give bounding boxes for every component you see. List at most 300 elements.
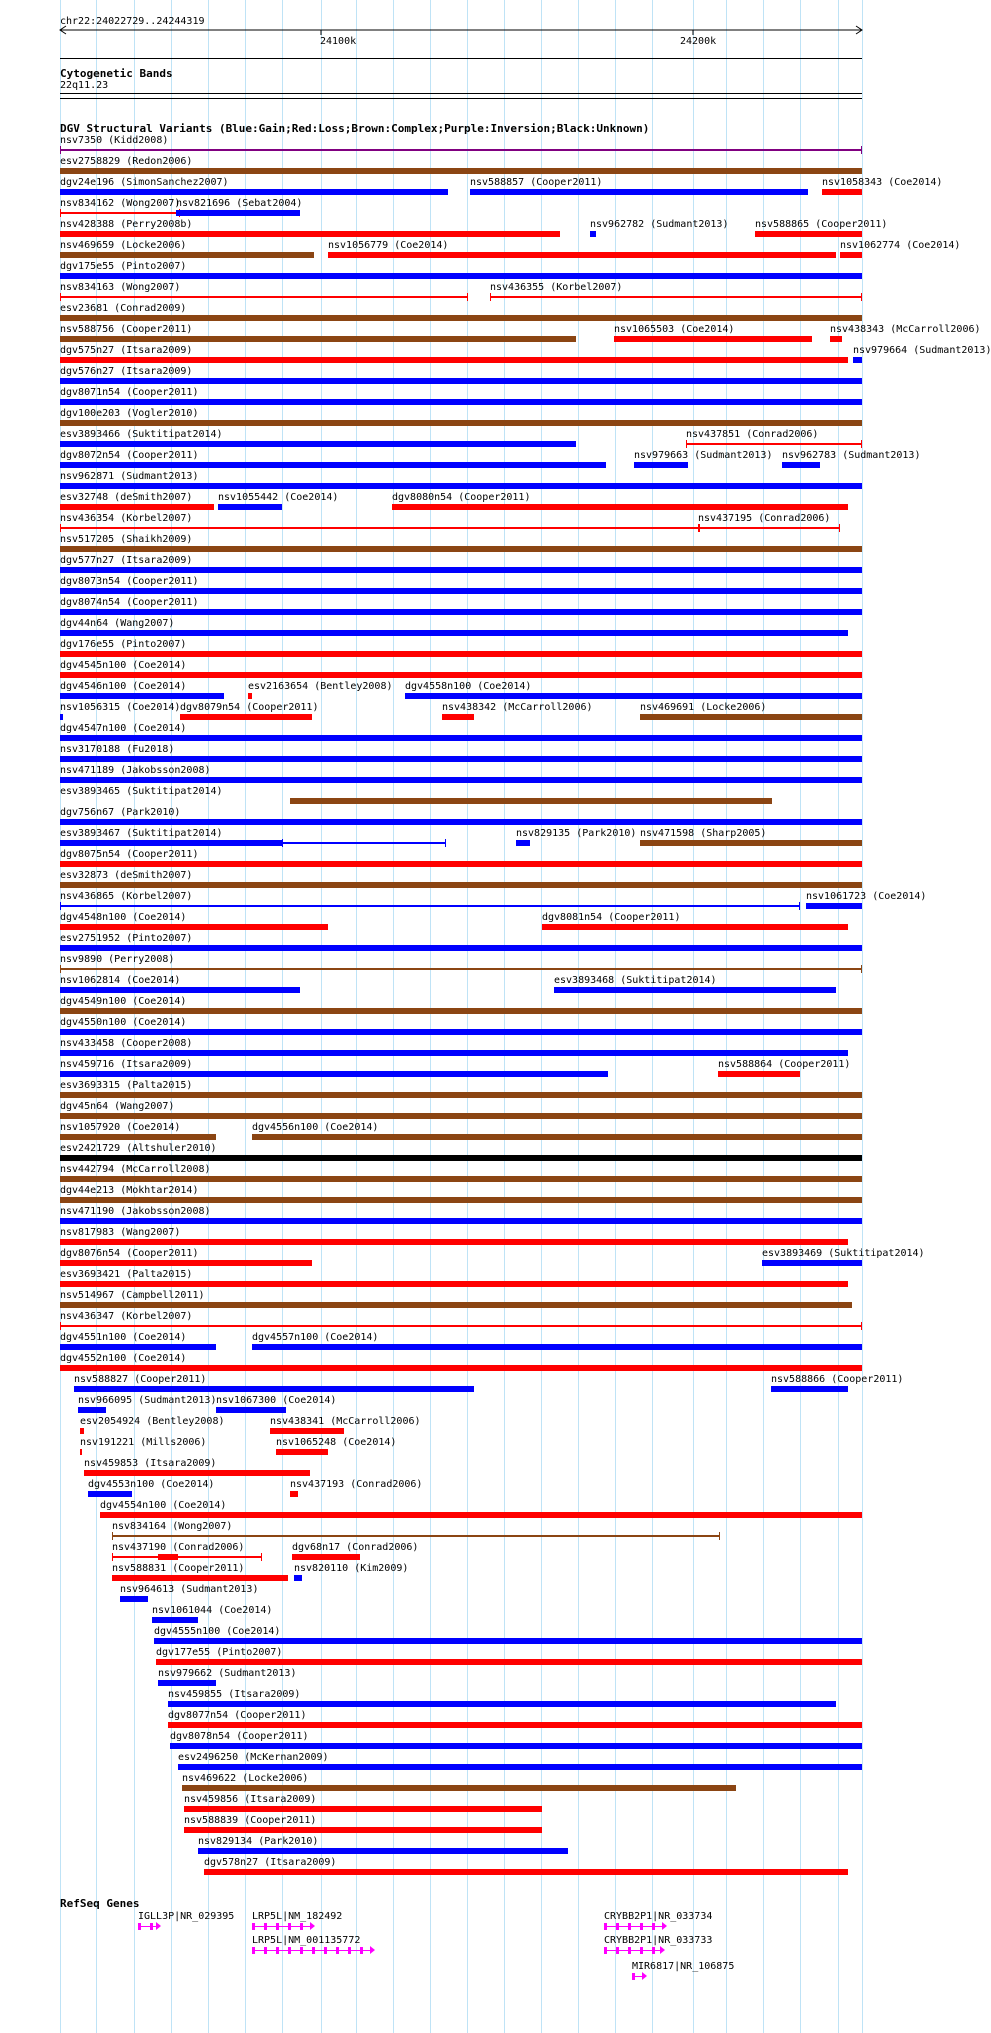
sv-feature-label: dgv4557n100 (Coe2014): [252, 1332, 379, 1343]
sv-feature-bar[interactable]: [60, 924, 328, 930]
sv-feature-bar[interactable]: [252, 1134, 862, 1140]
sv-feature-label: dgv8075n54 (Cooper2011): [60, 849, 199, 860]
sv-feature-bar[interactable]: [60, 1325, 862, 1327]
sv-feature-label: nsv471190 (Jakobsson2008): [60, 1206, 211, 1217]
sv-feature-bar[interactable]: [853, 357, 862, 363]
sv-feature-label: nsv459853 (Itsara2009): [84, 1458, 217, 1469]
sv-feature-bar[interactable]: [442, 714, 474, 720]
sv-feature-label: esv3893468 (Suktitipat2014): [554, 975, 717, 986]
track-title-dgv[interactable]: DGV Structural Variants (Blue:Gain;Red:Loss;Brown:Complex;Purple:Inversion;Black:Unknown): [60, 122, 650, 135]
sv-feature-label: dgv45n64 (Wang2007): [60, 1101, 175, 1112]
sv-feature-label: nsv459856 (Itsara2009): [184, 1794, 317, 1805]
sv-feature-bar[interactable]: [60, 420, 862, 426]
sv-feature-label: nsv1062774 (Coe2014): [840, 240, 961, 251]
sv-feature-bar[interactable]: [168, 1701, 836, 1707]
sv-feature-bar[interactable]: [112, 1556, 262, 1558]
track-divider: [60, 58, 862, 59]
sv-feature-label: esv2163654 (Bentley2008): [248, 681, 393, 692]
sv-feature-bar[interactable]: [60, 588, 862, 594]
sv-feature-label: nsv436354 (Korbel2007): [60, 513, 193, 524]
sv-feature-label: dgv4549n100 (Coe2014): [60, 996, 187, 1007]
sv-feature-label: esv3893469 (Suktitipat2014): [762, 1248, 925, 1259]
sv-feature-label: dgv24e196 (SimonSanchez2007): [60, 177, 229, 188]
grid-line: [800, 0, 801, 2033]
sv-feature-label: nsv438341 (McCarroll2006): [270, 1416, 421, 1427]
sv-feature-label: dgv576n27 (Itsara2009): [60, 366, 193, 377]
sv-feature-label: nsv962782 (Sudmant2013): [590, 219, 729, 230]
sv-feature-label: dgv4556n100 (Coe2014): [252, 1122, 379, 1133]
sv-feature-bar[interactable]: [60, 527, 700, 529]
sv-feature-label: nsv588857 (Cooper2011): [470, 177, 603, 188]
sv-feature-end: [861, 146, 862, 154]
grid-line: [578, 0, 579, 2033]
cytoband-label: 22q11.23: [60, 80, 109, 91]
sv-feature-bar[interactable]: [470, 189, 808, 195]
sv-feature-bar[interactable]: [60, 567, 862, 573]
sv-feature-bar[interactable]: [392, 504, 848, 510]
sv-feature-label: dgv4548n100 (Coe2014): [60, 912, 187, 923]
gene-exon: [264, 1923, 267, 1930]
sv-feature-bar[interactable]: [60, 252, 314, 258]
grid-line: [504, 0, 505, 2033]
sv-feature-label: dgv4550n100 (Coe2014): [60, 1017, 187, 1028]
sv-feature-bar[interactable]: [60, 861, 862, 867]
sv-feature-bar[interactable]: [60, 296, 468, 298]
grid-line: [652, 0, 653, 2033]
gene-exon: [300, 1947, 303, 1954]
sv-feature-bar[interactable]: [60, 609, 862, 615]
sv-feature-bar[interactable]: [830, 336, 842, 342]
sv-feature-bar[interactable]: [60, 273, 862, 279]
sv-feature-end: [282, 839, 283, 847]
sv-feature-end: [467, 293, 468, 301]
sv-feature-bar[interactable]: [60, 630, 848, 636]
sv-feature-label: dgv4552n100 (Coe2014): [60, 1353, 187, 1364]
sv-feature-label: dgv175e55 (Pinto2007): [60, 261, 187, 272]
gene-exon: [652, 1947, 655, 1954]
sv-feature-label: nsv437195 (Conrad2006): [698, 513, 831, 524]
sv-feature-bar[interactable]: [840, 252, 862, 258]
strand-arrow-icon: [370, 1946, 375, 1954]
sv-feature-label: nsv588827 (Cooper2011): [74, 1374, 207, 1385]
grid-line: [393, 0, 394, 2033]
sv-feature-label: nsv966095 (Sudmant2013): [78, 1395, 217, 1406]
sv-feature-label: nsv437193 (Conrad2006): [290, 1479, 423, 1490]
sv-feature-label: nsv588839 (Cooper2011): [184, 1815, 317, 1826]
sv-feature-label: dgv4558n100 (Coe2014): [405, 681, 532, 692]
sv-feature-bar[interactable]: [590, 231, 596, 237]
sv-feature-bar[interactable]: [292, 1554, 360, 1560]
sv-feature-bar[interactable]: [112, 1575, 288, 1581]
gene-exon: [604, 1947, 607, 1954]
sv-feature-label: nsv438343 (McCarroll2006): [830, 324, 981, 335]
sv-feature-bar[interactable]: [542, 924, 848, 930]
sv-feature-label: nsv1057920 (Coe2014): [60, 1122, 181, 1133]
sv-feature-bar[interactable]: [152, 1617, 198, 1623]
sv-feature-bar[interactable]: [60, 945, 862, 951]
sv-feature-end: [490, 293, 491, 301]
sv-feature-bar[interactable]: [60, 357, 848, 363]
sv-feature-label: nsv979664 (Sudmant2013): [853, 345, 991, 356]
sv-feature-bar[interactable]: [405, 693, 862, 699]
sv-feature-label: nsv1061044 (Coe2014): [152, 1605, 273, 1616]
sv-feature-bar[interactable]: [60, 462, 606, 468]
sv-feature-end: [60, 965, 61, 973]
gene-exon: [616, 1923, 619, 1930]
sv-feature-label: nsv834164 (Wong2007): [112, 1521, 233, 1532]
sv-feature-bar[interactable]: [290, 1491, 298, 1497]
sv-feature-label: nsv834162 (Wong2007): [60, 198, 181, 209]
sv-feature-label: nsv9890 (Perry2008): [60, 954, 175, 965]
sv-feature-label: nsv588865 (Cooper2011): [755, 219, 888, 230]
sv-feature-label: esv2054924 (Bentley2008): [80, 1416, 225, 1427]
sv-feature-label: esv32873 (deSmith2007): [60, 870, 193, 881]
sv-feature-label: esv3693421 (Palta2015): [60, 1269, 193, 1280]
sv-feature-label: dgv8080n54 (Cooper2011): [392, 492, 531, 503]
coordinate-range: chr22:24022729..24244319: [60, 16, 205, 27]
sv-feature-bar[interactable]: [180, 714, 312, 720]
sv-feature-label: nsv459716 (Itsara2009): [60, 1059, 193, 1070]
sv-feature-bar[interactable]: [60, 968, 862, 970]
sv-feature-bar[interactable]: [156, 1659, 862, 1665]
sv-feature-bar[interactable]: [60, 546, 862, 552]
sv-feature-bar[interactable]: [158, 1680, 216, 1686]
ruler-tick-label: 24200k: [680, 36, 717, 47]
sv-feature-end: [799, 902, 800, 910]
grid-line: [838, 0, 839, 2033]
sv-feature-label: nsv1065503 (Coe2014): [614, 324, 735, 335]
sv-feature-label: nsv829134 (Park2010): [198, 1836, 319, 1847]
strand-arrow-icon: [156, 1922, 161, 1930]
sv-feature-bar[interactable]: [120, 1596, 148, 1602]
sv-feature-label: nsv1056779 (Coe2014): [328, 240, 449, 251]
sv-feature-bar[interactable]: [771, 1386, 848, 1392]
sv-feature-bar[interactable]: [60, 756, 862, 762]
sv-feature-label: nsv471189 (Jakobsson2008): [60, 765, 211, 776]
sv-feature-bar[interactable]: [282, 842, 446, 844]
sv-feature-label: esv2751952 (Pinto2007): [60, 933, 193, 944]
sv-feature-bar[interactable]: [718, 1071, 800, 1077]
sv-feature-bar[interactable]: [60, 1071, 608, 1077]
sv-feature-label: nsv588831 (Cooper2011): [112, 1563, 245, 1574]
sv-feature-label: dgv578n27 (Itsara2009): [204, 1857, 337, 1868]
gene-exon: [628, 1923, 631, 1930]
sv-feature-label: dgv44e213 (Mokhtar2014): [60, 1185, 199, 1196]
sv-feature-bar[interactable]: [154, 1638, 862, 1644]
grid-line: [862, 0, 863, 2033]
strand-arrow-icon: [662, 1922, 667, 1930]
sv-feature-bar[interactable]: [84, 1470, 310, 1476]
sv-feature-bar[interactable]: [60, 693, 224, 699]
sv-feature-label: nsv514967 (Campbell2011): [60, 1290, 205, 1301]
strand-arrow-icon: [310, 1922, 315, 1930]
sv-feature-label: nsv588866 (Cooper2011): [771, 1374, 904, 1385]
sv-feature-label: esv3893465 (Suktitipat2014): [60, 786, 223, 797]
sv-feature-bar[interactable]: [60, 1155, 862, 1161]
gene-label: CRYBB2P1|NR_033733: [604, 1935, 713, 1946]
sv-feature-bar[interactable]: [60, 504, 214, 510]
gene-exon: [324, 1947, 327, 1954]
sv-feature-label: nsv433458 (Cooper2008): [60, 1038, 193, 1049]
sv-feature-bar[interactable]: [170, 1743, 862, 1749]
sv-feature-bar[interactable]: [698, 527, 840, 529]
gene-exon: [312, 1947, 315, 1954]
sv-feature-label: dgv8076n54 (Cooper2011): [60, 1248, 199, 1259]
gene-exon: [252, 1947, 255, 1954]
sv-feature-label: nsv588864 (Cooper2011): [718, 1059, 851, 1070]
sv-feature-bar[interactable]: [755, 231, 862, 237]
sv-feature-bar[interactable]: [248, 693, 252, 699]
grid-line: [467, 0, 468, 2033]
sv-feature-end: [60, 902, 61, 910]
sv-feature-bar[interactable]: [294, 1575, 302, 1581]
sv-feature-bar[interactable]: [60, 1176, 862, 1182]
gene-label: IGLL3P|NR_029395: [138, 1911, 235, 1922]
sv-feature-bar[interactable]: [60, 651, 862, 657]
sv-feature-label: nsv7350 (Kidd2008): [60, 135, 169, 146]
sv-feature-bar[interactable]: [60, 1008, 862, 1014]
gene-exon: [288, 1923, 291, 1930]
sv-feature-label: nsv517205 (Shaikh2009): [60, 534, 193, 545]
sv-feature-end: [861, 293, 862, 301]
gene-exon: [288, 1947, 291, 1954]
sv-feature-end: [839, 524, 840, 532]
sv-feature-bar[interactable]: [762, 1260, 862, 1266]
sv-feature-label: dgv8081n54 (Cooper2011): [542, 912, 681, 923]
grid-line: [615, 0, 616, 2033]
sv-feature-label: dgv4551n100 (Coe2014): [60, 1332, 187, 1343]
sv-feature-bar[interactable]: [176, 210, 300, 216]
sv-feature-bar[interactable]: [80, 1428, 84, 1434]
sv-feature-bar[interactable]: [614, 336, 812, 342]
sv-feature-label: esv32748 (deSmith2007): [60, 492, 193, 503]
sv-feature-label: nsv962783 (Sudmant2013): [782, 450, 921, 461]
sv-feature-label: nsv437190 (Conrad2006): [112, 1542, 245, 1553]
sv-feature-label: dgv8077n54 (Cooper2011): [168, 1710, 307, 1721]
sv-feature-bar[interactable]: [60, 399, 862, 405]
sv-feature-bar[interactable]: [168, 1722, 862, 1728]
gene-label: LRP5L|NM_001135772: [252, 1935, 361, 1946]
sv-feature-bar[interactable]: [60, 1302, 852, 1308]
sv-feature-bar[interactable]: [782, 462, 820, 468]
sv-feature-bar[interactable]: [112, 1535, 720, 1537]
sv-feature-label: nsv1055442 (Coe2014): [218, 492, 339, 503]
grid-line: [245, 0, 246, 2033]
grid-line: [356, 0, 357, 2033]
sv-feature-label: nsv1067300 (Coe2014): [216, 1395, 337, 1406]
sv-feature-bar[interactable]: [60, 231, 560, 237]
sv-feature-label: nsv1061723 (Coe2014): [806, 891, 927, 902]
grid-line: [282, 0, 283, 2033]
sv-feature-bar[interactable]: [60, 905, 800, 907]
sv-feature-bar[interactable]: [686, 443, 862, 445]
sv-feature-bar[interactable]: [60, 149, 862, 151]
sv-feature-bar[interactable]: [178, 1764, 862, 1770]
gene-label: MIR6817|NR_106875: [632, 1961, 735, 1972]
sv-feature-bar[interactable]: [100, 1512, 862, 1518]
sv-feature-bar[interactable]: [60, 1239, 848, 1245]
sv-feature-label: nsv469659 (Locke2006): [60, 240, 187, 251]
sv-feature-bar[interactable]: [60, 168, 862, 174]
gene-exon: [264, 1947, 267, 1954]
gene-exon: [138, 1923, 141, 1930]
sv-feature-label: nsv469622 (Locke2006): [182, 1773, 309, 1784]
sv-feature-bar[interactable]: [60, 1260, 312, 1266]
gene-intron-line: [252, 1950, 370, 1951]
sv-feature-bar[interactable]: [60, 987, 300, 993]
sv-feature-label: dgv756n67 (Park2010): [60, 807, 181, 818]
sv-feature-label: nsv979663 (Sudmant2013): [634, 450, 773, 461]
sv-feature-label: nsv821696 (Sebat2004): [176, 198, 303, 209]
sv-feature-end: [698, 524, 699, 532]
sv-feature-bar[interactable]: [88, 1491, 132, 1497]
sv-feature-bar[interactable]: [60, 1134, 216, 1140]
sv-feature-bar[interactable]: [60, 1029, 862, 1035]
sv-feature-bar[interactable]: [60, 882, 862, 888]
gene-exon: [252, 1923, 255, 1930]
gene-exon: [276, 1923, 279, 1930]
sv-feature-bar[interactable]: [640, 714, 862, 720]
sv-feature-bar[interactable]: [184, 1827, 542, 1833]
sv-feature-bar[interactable]: [60, 1113, 862, 1119]
sv-feature-label: esv3893466 (Suktitipat2014): [60, 429, 223, 440]
sv-feature-bar[interactable]: [60, 378, 862, 384]
sv-feature-bar[interactable]: [216, 1407, 286, 1413]
sv-feature-bar[interactable]: [290, 798, 772, 804]
sv-feature-label: nsv471598 (Sharp2005): [640, 828, 767, 839]
sv-feature-bar[interactable]: [60, 315, 862, 321]
sv-feature-label: dgv8079n54 (Cooper2011): [180, 702, 319, 713]
sv-feature-bar[interactable]: [516, 840, 530, 846]
sv-feature-label: nsv437851 (Conrad2006): [686, 429, 819, 440]
sv-feature-label: dgv44n64 (Wang2007): [60, 618, 175, 629]
gene-exon: [348, 1947, 351, 1954]
sv-feature-bar[interactable]: [60, 336, 576, 342]
sv-feature-bar[interactable]: [60, 483, 862, 489]
sv-feature-label: nsv964613 (Sudmant2013): [120, 1584, 259, 1595]
sv-feature-bar[interactable]: [554, 987, 836, 993]
sv-feature-label: dgv8071n54 (Cooper2011): [60, 387, 199, 398]
sv-feature-label: esv23681 (Conrad2009): [60, 303, 187, 314]
sv-feature-bar[interactable]: [60, 212, 180, 214]
track-title-refseq[interactable]: RefSeq Genes: [60, 1897, 140, 1910]
sv-feature-label: nsv817983 (Wang2007): [60, 1227, 181, 1238]
sv-feature-label: esv2758829 (Redon2006): [60, 156, 193, 167]
sv-feature-bar[interactable]: [60, 1365, 862, 1371]
sv-feature-bar[interactable]: [60, 672, 862, 678]
sv-feature-label: dgv4553n100 (Coe2014): [88, 1479, 215, 1490]
sv-feature-bar[interactable]: [184, 1806, 542, 1812]
sv-feature-label: dgv100e203 (Vogler2010): [60, 408, 199, 419]
sv-feature-bar[interactable]: [270, 1428, 344, 1434]
sv-feature-bar[interactable]: [276, 1449, 328, 1455]
sv-feature-end: [445, 839, 446, 847]
gene-exon: [628, 1947, 631, 1954]
sv-feature-bar[interactable]: [60, 1092, 862, 1098]
sv-feature-bar[interactable]: [198, 1848, 568, 1854]
sv-feature-bar[interactable]: [806, 903, 862, 909]
sv-feature-bar[interactable]: [218, 504, 282, 510]
sv-feature-bar[interactable]: [328, 252, 836, 258]
sv-feature-bar[interactable]: [74, 1386, 474, 1392]
gene-exon: [604, 1923, 607, 1930]
track-divider: [60, 98, 862, 99]
sv-feature-end: [60, 209, 61, 217]
gene-exon: [150, 1923, 153, 1930]
sv-feature-label: nsv438342 (McCarroll2006): [442, 702, 593, 713]
sv-feature-bar[interactable]: [182, 1785, 736, 1791]
sv-feature-bar[interactable]: [822, 189, 862, 195]
sv-feature-bar[interactable]: [60, 189, 448, 195]
sv-feature-bar[interactable]: [80, 1449, 82, 1455]
sv-feature-label: dgv8073n54 (Cooper2011): [60, 576, 199, 587]
grid-line: [208, 0, 209, 2033]
sv-feature-bar[interactable]: [60, 714, 63, 720]
sv-feature-bar[interactable]: [490, 296, 862, 298]
sv-feature-end: [112, 1553, 113, 1561]
sv-feature-label: esv3693315 (Palta2015): [60, 1080, 193, 1091]
sv-feature-end: [60, 146, 61, 154]
gene-exon: [640, 1923, 643, 1930]
sv-feature-bar[interactable]: [634, 462, 688, 468]
sv-feature-bar[interactable]: [158, 1554, 178, 1560]
grid-line: [693, 0, 694, 2033]
sv-feature-label: nsv834163 (Wong2007): [60, 282, 181, 293]
sv-feature-label: nsv436347 (Korbel2007): [60, 1311, 193, 1322]
sv-feature-end: [60, 293, 61, 301]
gene-label: LRP5L|NM_182492: [252, 1911, 343, 1922]
strand-arrow-icon: [642, 1972, 647, 1980]
sv-feature-label: nsv1056315 (Coe2014): [60, 702, 181, 713]
track-title-cytoband[interactable]: Cytogenetic Bands: [60, 67, 173, 80]
sv-feature-label: nsv191221 (Mills2006): [80, 1437, 207, 1448]
sv-feature-end: [261, 1553, 262, 1561]
sv-feature-bar[interactable]: [60, 840, 282, 846]
sv-feature-label: nsv428388 (Perry2008b): [60, 219, 193, 230]
sv-feature-label: esv2496250 (McKernan2009): [178, 1752, 329, 1763]
gene-exon: [640, 1947, 643, 1954]
sv-feature-label: nsv1065248 (Coe2014): [276, 1437, 397, 1448]
sv-feature-end: [112, 1532, 113, 1540]
sv-feature-bar[interactable]: [60, 735, 862, 741]
sv-feature-bar[interactable]: [204, 1869, 848, 1875]
sv-feature-bar[interactable]: [60, 441, 576, 447]
sv-feature-bar[interactable]: [60, 1218, 862, 1224]
sv-feature-end: [60, 1322, 61, 1330]
sv-feature-bar[interactable]: [60, 777, 862, 783]
sv-feature-bar[interactable]: [78, 1407, 106, 1413]
gene-exon: [276, 1947, 279, 1954]
sv-feature-end: [686, 440, 687, 448]
sv-feature-bar[interactable]: [60, 1050, 848, 1056]
sv-feature-label: dgv8078n54 (Cooper2011): [170, 1731, 309, 1742]
sv-feature-end: [719, 1532, 720, 1540]
sv-feature-bar[interactable]: [60, 819, 862, 825]
grid-line: [541, 0, 542, 2033]
gene-exon: [616, 1947, 619, 1954]
sv-feature-label: dgv4554n100 (Coe2014): [100, 1500, 227, 1511]
gene-exon: [336, 1947, 339, 1954]
sv-feature-bar[interactable]: [640, 840, 862, 846]
sv-feature-end: [861, 965, 862, 973]
ruler: [0, 24, 890, 38]
sv-feature-bar[interactable]: [60, 1344, 216, 1350]
sv-feature-bar[interactable]: [60, 1281, 848, 1287]
sv-feature-bar[interactable]: [252, 1344, 862, 1350]
sv-feature-bar[interactable]: [60, 1197, 862, 1203]
grid-line: [321, 0, 322, 2033]
grid-line: [726, 0, 727, 2033]
